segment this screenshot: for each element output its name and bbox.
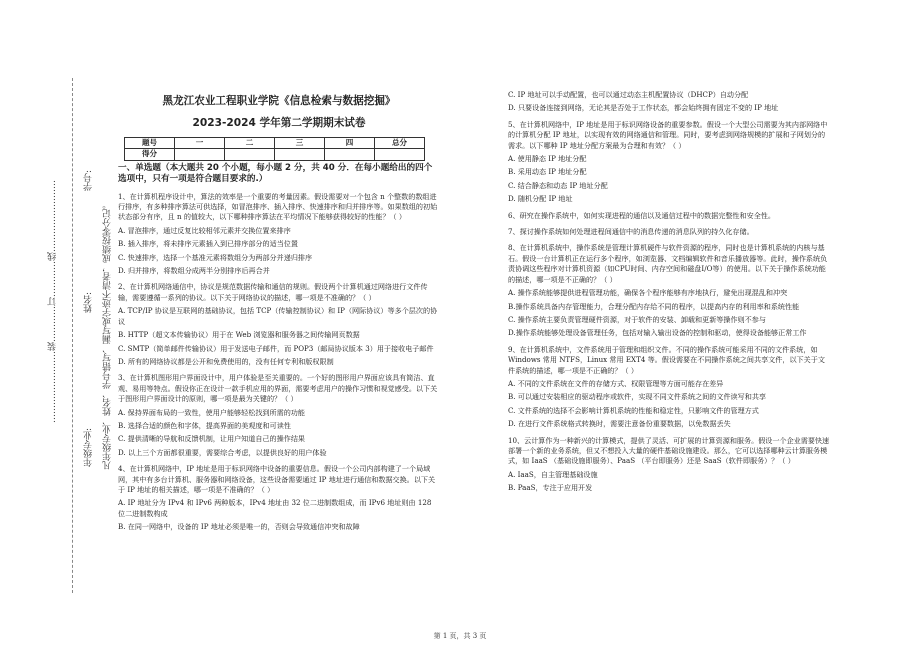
right-column [508,90,830,497]
question-stem: 4、在计算机网络中，IP 地址是用于标识网络中设备的重要信息。假设一个公司内部构建了一个局域网，其中有多台计算机、服务器和网络设备，这些设备需要通过 IP 地址进行通信和数据交换。以下关于 IP 地址的相关描述，哪一项是不准确的？（ ） [118,464,436,494]
question-10 [508,436,830,494]
option-c: C. 结合静态和动态 IP 地址分配 [508,180,608,190]
option-b: B. 插入排序，将未排序元素插入到已排序部分的适当位置 [118,239,298,249]
option-c: C. 文件系统的选择不会影响计算机系统的性能和稳定性，只影响文件的管理方式 [508,405,759,415]
option-a: A. IaaS，自主管理基础设施 [508,469,598,479]
option-a: A. 不同的文件系统在文件的存储方式、权限管理等方面可能存在差异 [508,378,724,388]
score-input-cell[interactable] [275,149,325,160]
option-a: A. 冒泡排序，通过反复比较相邻元素并交换位置来排序 [118,225,291,235]
score-header-cell: 题号 [125,137,175,148]
option-b: B. HTTP（超文本传输协议）用于在 Web 浏览器和服务器之间传输网页数据 [118,330,360,340]
option-d: D. 在进行文件系统格式转换时，需要注意备份重要数据，以免数据丢失 [508,419,731,429]
option-a: A. 使用静态 IP 地址分配 [508,154,587,164]
option-c: C. IP 地址可以手动配置，也可以通过动态主机配置协议（DHCP）自动分配 [508,90,749,99]
score-input-cell[interactable] [375,149,425,160]
score-input-cell[interactable] [175,149,225,160]
question-stem: 3、在计算机图形用户界面设计中，用户体验是至关重要的。一个好的图形用户界面应该具有简洁、直观、易用等特点。假设你正在设计一款手机应用的界面，需要考虑用户的操作习惯和视觉感受。以下关于图形用户界面设计的原则，哪一项是最为关键的？（ ） [118,373,438,404]
score-input-cell[interactable] [225,149,275,160]
question-stem: 7、探讨操作系统如何处理进程间通信中的消息传递的消息队列的持久化存储。 [508,227,754,237]
binding-notice: 凡年级专业、姓名、学号错写、漏写或字迹不清者，成绩按零分记。 [103,200,113,470]
question-8 [508,243,830,338]
option-a: A. TCP/IP 协议是互联网的基础协议，包括 TCP（传输控制协议）和 IP（网际协议）等多个层次的协议 [118,306,438,326]
score-header-cell: 一 [175,137,225,148]
option-b: B. 可以通过安装相应的驱动程序或软件，实现不同文件系统之间的文件读写和共享 [508,392,767,402]
binding-student-id: 学号: [84,170,94,192]
option-b: B. PaaS，专注于应用开发 [508,483,593,493]
question-stem: 9、在计算机系统中，文件系统用于管理和组织文件。不同的操作系统可能采用不同的文件系统，如 Windows 常用 NTFS，Linux 常用 EXT4 等。假设需要在不同操作系统之间共享文件，以下关于文件系统的描述，哪一项是不正确的？（ ） [508,344,825,375]
question-4 [118,464,440,532]
option-b: B. 采用动态 IP 地址分配 [508,167,587,177]
score-header-cell: 总分 [375,137,425,148]
option-d: D. 所有的网络协议都是公开和免费使用的，没有任何专利和版权限制 [118,356,334,366]
question-stem: 10、云计算作为一种新兴的计算模式，提供了灵活、可扩展的计算资源和服务。假设一个企业需要快速部署一个新的业务系统，但又不想投入大量的硬件基础设施建设。那么，它可以选择哪种云计算服务模式，如 IaaS （基础设施即服务）、PaaS （平台即服务）还是 SaaS（软件即服务）？（ ） [508,435,830,466]
question-4-cont [508,90,830,114]
option-d: D. 随机分配 IP 地址 [508,194,573,204]
binding-line [72,78,73,593]
score-header-cell: 四 [325,137,375,148]
score-header-cell: 二 [225,137,275,148]
question-9 [508,345,830,430]
option-a: A. 保持界面布局的一致性，使用户能够轻松找到所需的功能 [118,407,305,417]
question-stem: 6、研究在操作系统中，如何实现进程的通信以及通信过程中的数据完整性和安全性。 [508,210,775,220]
section-heading: 一、单选题（本大题共 20 个小题，每小题 2 分，共 40 分．在每小题给出的四个选项中，只有一项是符合题目要求的.） [118,162,433,185]
option-d: D. 归并排序，将数组分成两半分别排序后再合并 [118,266,270,276]
question-6 [508,211,830,221]
question-stem: 8、在计算机系统中，操作系统是管理计算机硬件与软件资源的程序，同时也是计算机系统的内核与基石。假设一台计算机正在运行多个程序，如浏览器、文档编辑软件和音乐播放器等。此时，操作系统负责协调这些程序对计算机资源（如CPU时间、内存空间和磁盘I/O等）的使用。以下关于操作系统功能的描述，哪一项是不正确的？（ ） [508,243,828,284]
option-c: C. 快速排序，选择一个基准元素将数组分为两部分并递归排序 [118,252,313,262]
score-table [124,137,425,161]
question-3 [118,373,440,458]
exam-title: 黑龙江农业工程职业学院《信息检索与数据挖掘》 [162,95,396,107]
question-stem: 2、在计算机网络通信中，协议是规范数据传输和通信的规则。假设两个计算机通过网络进行文件传输，需要遵循一系列的协议。以下关于网络协议的描述，哪一项是不准确的？（ ） [118,282,428,302]
question-1 [118,192,440,277]
binding-name: 姓名: [84,292,94,314]
question-stem: 5、在计算机网络中，IP 地址是用于标识网络设备的重要参数。假设一个大型公司需要为其内部网络中的计算机分配 IP 地址，以实现有效的网络通信和管理。同时，要考虑到网络规模的扩展和子网划分的需求。以下哪种 IP 地址分配方案最为合理和有效？（ ） [508,119,828,150]
binding-major: 年级专业: [84,428,94,468]
question-5 [508,120,830,205]
option-d: D. 只要设备连接到网络，无论其是否处于工作状态，都会始终拥有固定不变的 IP 地址 [508,103,779,113]
page-number: 第 1 页，共 3 页 [433,632,487,640]
left-column [118,90,440,536]
option-b: B. 选择合适的颜色和字体，提高界面的美观度和可读性 [118,420,291,430]
exam-subtitle: 2023-2024 学年第二学期期末试卷 [192,117,366,130]
question-stem: 1、在计算机程序设计中，算法的效率是一个重要的考量因素。假设需要对一个包含 n 个整数的数组进行排序，有多种排序算法可供选择，如冒泡排序、插入排序、快速排序和归并排序等。如果数组的初始状态部分有序，且 n 的值较大，以下哪种排序算法在平均情况下能够获得较好的性能？（ ） [118,191,438,222]
option-b: B.操作系统具备内存管理能力，合理分配内存给不同的程序，以提高内存的利用率和系统性能 [508,301,800,311]
option-d: D. 以上三个方面都很重要，需要综合考虑，以提供良好的用户体验 [118,447,327,457]
option-c: C. 提供清晰的导航和反馈机制，让用户知道自己的操作结果 [118,434,306,444]
binding-seal: ……………………装…………订…………线…………………… [48,180,58,423]
score-input-cell[interactable] [325,149,375,160]
option-c: C. 操作系统主要负责管理硬件资源，对于软件的安装、卸载和更新等操作则不参与 [508,314,766,324]
option-c: C. SMTP（简单邮件传输协议）用于发送电子邮件，而 POP3（邮局协议版本 3）用于接收电子邮件 [118,343,434,353]
option-b: B. 在同一网络中，设备的 IP 地址必须是唯一的，否则会导致通信冲突和故障 [118,522,360,532]
question-7 [508,227,830,237]
score-header-cell: 三 [275,137,325,148]
option-d: D.操作系统能够处理设备管理任务，包括对输入输出设备的控制和驱动，使得设备能够正常工作 [508,328,807,338]
score-label-cell: 得分 [125,149,175,160]
question-2 [118,282,440,367]
option-a: A. 操作系统能够提供进程管理功能，确保各个程序能够有序地执行，避免出现混乱和冲突 [508,288,788,298]
option-a: A. IP 地址分为 IPv4 和 IPv6 两种版本，IPv4 地址由 32 位二进制数组成，而 IPv6 地址则由 128 位二进制数构成 [118,498,432,518]
